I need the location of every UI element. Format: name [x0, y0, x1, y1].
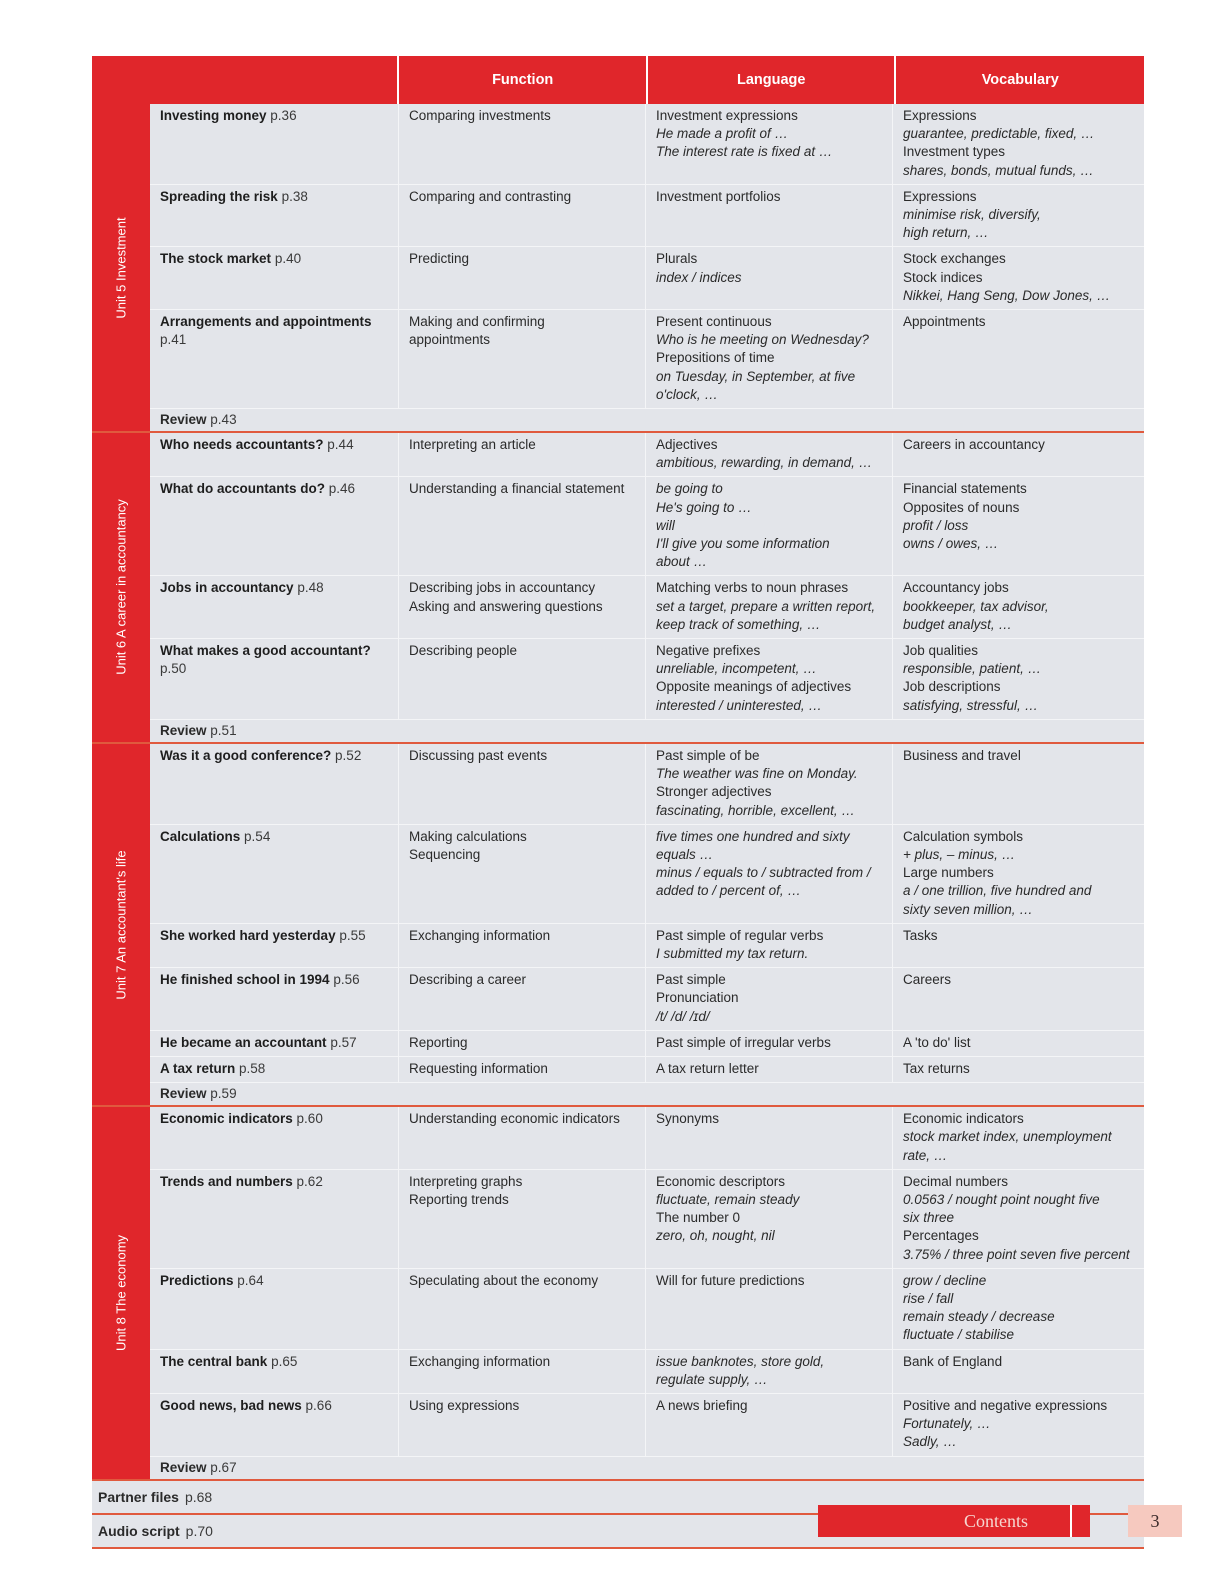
vocabulary-cell: [892, 1394, 1140, 1456]
extra-label: Partner files: [98, 1488, 179, 1505]
language-cell: [645, 825, 892, 923]
function-cell: [398, 185, 645, 247]
language-line: Adjectives: [656, 437, 718, 453]
language-cell: [645, 639, 892, 719]
lesson-page: p.40: [274, 251, 302, 267]
vocabulary-line: Large numbers: [903, 865, 994, 881]
language-line: ambitious, rewarding, in demand, …: [656, 455, 873, 471]
vocabulary-line: bookkeeper, tax advisor,: [903, 598, 1049, 614]
language-line: Who is he meeting on Wednesday?: [656, 332, 869, 348]
language-line: about …: [656, 554, 708, 570]
vocabulary-cell: [892, 968, 1140, 1030]
function-line: Speculating about the economy: [409, 1272, 599, 1288]
language-line: Economic descriptors: [656, 1173, 786, 1189]
lesson-cell: [150, 576, 398, 638]
lesson-title: What do accountants do?: [160, 481, 325, 497]
language-line: Stronger adjectives: [656, 784, 772, 800]
vocabulary-cell: [892, 310, 1140, 408]
language-line: five times one hundred and sixty: [656, 828, 850, 844]
function-line: Exchanging information: [409, 1353, 551, 1369]
lesson-title: Predictions: [160, 1272, 234, 1288]
lesson-row: [150, 247, 1144, 310]
language-line: I'll give you some information: [656, 536, 830, 552]
vocabulary-line: Fortunately, …: [903, 1416, 991, 1432]
vocabulary-cell: [892, 1031, 1140, 1056]
vocabulary-line: grow / decline: [903, 1272, 987, 1288]
lesson-page: p.36: [270, 108, 297, 123]
lesson-title: The stock market: [160, 251, 272, 267]
lesson-row: [150, 1269, 1144, 1350]
lesson-row: [150, 1057, 1144, 1083]
lesson-row: [150, 1170, 1144, 1269]
vocabulary-line: budget analyst, …: [903, 616, 1012, 632]
lesson-row: [150, 433, 1144, 477]
lesson-page: p.60: [296, 1111, 323, 1127]
function-cell: [398, 477, 645, 575]
language-line: Investment expressions: [656, 108, 798, 123]
language-line: be going to: [656, 481, 723, 497]
unit-rows: [150, 744, 1144, 1105]
lesson-page: p.41: [160, 332, 187, 348]
function-line: Reporting: [409, 1034, 468, 1050]
lesson-title: Calculations: [160, 828, 241, 844]
vocabulary-line: Appointments: [903, 314, 986, 330]
lesson-page: p.48: [297, 580, 324, 596]
function-line: Predicting: [409, 251, 470, 267]
language-line: index / indices: [656, 269, 742, 285]
language-cell: [645, 247, 892, 309]
lesson-cell: [150, 825, 398, 923]
lesson-row: [150, 104, 1144, 185]
lesson-title: Good news, bad news: [160, 1397, 302, 1413]
language-line: Opposite meanings of adjectives: [656, 679, 852, 695]
language-cell: [645, 1031, 892, 1056]
vocabulary-cell: [892, 576, 1140, 638]
function-line: Comparing investments: [409, 108, 551, 123]
function-line: Interpreting graphs: [409, 1173, 523, 1189]
language-line: /t/ /d/ /ɪd/: [656, 1008, 710, 1024]
vocabulary-cell: [892, 639, 1140, 719]
language-line: Will for future predictions: [656, 1272, 805, 1288]
vocabulary-cell: [892, 825, 1140, 923]
vocabulary-line: Job descriptions: [903, 679, 1001, 695]
vocabulary-line: Calculation symbols: [903, 828, 1024, 844]
lesson-row: [150, 639, 1144, 720]
lesson-title: A tax return: [160, 1060, 236, 1076]
unit-section: [92, 104, 1144, 431]
unit-section: [92, 431, 1144, 742]
function-cell: [398, 1269, 645, 1349]
lesson-cell: [150, 247, 398, 309]
lesson-page: p.64: [237, 1272, 264, 1288]
vocabulary-line: satisfying, stressful, …: [903, 697, 1039, 713]
function-cell: [398, 310, 645, 408]
lesson-page: p.66: [305, 1397, 332, 1413]
lesson-row: [150, 576, 1144, 639]
unit-title: Unit 7 An accountant's life: [113, 849, 129, 1000]
table-header: [92, 56, 1144, 104]
vocabulary-line: Decimal numbers: [903, 1173, 1009, 1189]
function-line: Asking and answering questions: [409, 598, 603, 614]
function-cell: [398, 968, 645, 1030]
language-line: Present continuous: [656, 314, 772, 330]
lesson-page: p.38: [281, 188, 308, 204]
language-line: The interest rate is fixed at …: [656, 144, 833, 160]
function-cell: [398, 924, 645, 967]
lesson-row: [150, 744, 1144, 825]
contents-tab: [818, 1505, 1090, 1537]
lesson-title: Spreading the risk: [160, 188, 278, 204]
vocabulary-line: Tax returns: [903, 1060, 970, 1076]
vocabulary-line: Accountancy jobs: [903, 580, 1009, 596]
function-line: Describing a career: [409, 972, 527, 988]
language-cell: [645, 924, 892, 967]
language-cell: [645, 1394, 892, 1456]
language-line: on Tuesday, in September, at five: [656, 368, 856, 384]
vocabulary-line: + plus, – minus, …: [903, 846, 1016, 862]
language-line: Prepositions of time: [656, 350, 775, 366]
function-line: Understanding a financial statement: [409, 481, 625, 497]
language-cell: [645, 1170, 892, 1268]
review-row: [150, 409, 1144, 431]
lesson-page: p.46: [328, 481, 356, 497]
unit-band: [92, 744, 150, 1105]
vocabulary-line: Opposites of nouns: [903, 499, 1020, 515]
language-cell: [645, 104, 892, 184]
function-line: Reporting trends: [409, 1191, 509, 1207]
vocabulary-cell: [892, 185, 1140, 247]
vocabulary-line: Tasks: [903, 927, 938, 943]
vocabulary-line: minimise risk, diversify,: [903, 207, 1041, 223]
unit-rows: [150, 104, 1144, 431]
function-line: Interpreting an article: [409, 437, 536, 453]
language-line: He's going to …: [656, 499, 752, 515]
language-line: Past simple of irregular verbs: [656, 1034, 831, 1050]
review-page: p.59: [210, 1086, 237, 1102]
lesson-page: p.62: [296, 1173, 323, 1189]
language-line: Pronunciation: [656, 990, 739, 1006]
lesson-title: He became an accountant: [160, 1034, 327, 1050]
function-line: Discussing past events: [409, 747, 548, 763]
function-line: Describing people: [409, 643, 518, 659]
unit-title: Unit 5 Investment: [113, 216, 129, 319]
lesson-cell: [150, 968, 398, 1030]
unit-band: [92, 433, 150, 742]
lesson-cell: [150, 433, 398, 476]
language-line: keep track of something, …: [656, 616, 821, 632]
language-line: added to / percent of, …: [656, 883, 801, 899]
lesson-cell: [150, 1057, 398, 1082]
vocabulary-line: Economic indicators: [903, 1111, 1024, 1127]
language-line: unreliable, incompetent, …: [656, 661, 817, 677]
vocabulary-line: a / one trillion, five hundred and: [903, 883, 1092, 899]
vocabulary-line: Sadly, …: [903, 1434, 957, 1450]
lesson-title: Trends and numbers: [160, 1173, 293, 1189]
language-cell: [645, 576, 892, 638]
vocabulary-line: stock market index, unemployment: [903, 1129, 1112, 1145]
vocabulary-line: guarantee, predictable, fixed, …: [903, 126, 1095, 142]
lesson-cell: [150, 1031, 398, 1056]
review-row: [150, 720, 1144, 742]
language-line: o'clock, …: [656, 386, 718, 402]
function-line: Sequencing: [409, 846, 481, 862]
language-line: Plurals: [656, 251, 698, 267]
unit-band: [92, 104, 150, 431]
extra-page: p.68: [184, 1488, 213, 1505]
function-cell: [398, 744, 645, 824]
function-line: Requesting information: [409, 1060, 548, 1076]
unit-section: [92, 1105, 1144, 1478]
function-line: Comparing and contrasting: [409, 188, 572, 204]
language-line: interested / uninterested, …: [656, 697, 822, 713]
lesson-title: She worked hard yesterday: [160, 927, 336, 943]
review-row: [150, 1083, 1144, 1105]
language-line: fluctuate, remain steady: [656, 1191, 800, 1207]
vocabulary-line: profit / loss: [903, 517, 969, 533]
vocabulary-line: shares, bonds, mutual funds, …: [903, 162, 1094, 178]
lesson-cell: [150, 744, 398, 824]
lesson-row: [150, 1350, 1144, 1394]
language-cell: [645, 477, 892, 575]
lesson-page: p.58: [239, 1060, 266, 1076]
language-line: set a target, prepare a written report,: [656, 598, 876, 614]
unit-band: [92, 1107, 150, 1478]
lesson-page: p.55: [339, 927, 366, 943]
lesson-page: p.56: [333, 972, 360, 988]
lesson-title: What makes a good accountant?: [160, 643, 371, 659]
vocabulary-line: A 'to do' list: [903, 1034, 971, 1050]
language-cell: [645, 1107, 892, 1169]
vocabulary-line: remain steady / decrease: [903, 1309, 1055, 1325]
function-cell: [398, 1394, 645, 1456]
lesson-cell: [150, 1350, 398, 1393]
vocabulary-line: Business and travel: [903, 747, 1021, 763]
units-container: [92, 104, 1144, 1479]
lesson-row: [150, 1031, 1144, 1057]
vocabulary-line: six three: [903, 1210, 955, 1226]
vocabulary-line: Investment types: [903, 144, 1006, 160]
unit-section: [92, 742, 1144, 1105]
function-cell: [398, 247, 645, 309]
function-cell: [398, 1170, 645, 1268]
lesson-cell: [150, 310, 398, 408]
lesson-title: Arrangements and appointments: [160, 314, 372, 330]
function-line: Understanding economic indicators: [409, 1111, 620, 1127]
lesson-title: Who needs accountants?: [160, 437, 324, 453]
language-line: Negative prefixes: [656, 643, 761, 659]
extra-page: p.70: [185, 1522, 213, 1539]
page-number: 3: [1128, 1505, 1182, 1537]
vocabulary-cell: [892, 1170, 1140, 1268]
lesson-title: He finished school in 1994: [160, 972, 330, 988]
lesson-cell: [150, 1269, 398, 1349]
contents-label: Contents: [964, 1510, 1029, 1531]
function-cell: [398, 433, 645, 476]
review-label: Review: [160, 412, 207, 428]
vocabulary-line: rise / fall: [903, 1290, 954, 1306]
lesson-cell: [150, 1170, 398, 1268]
vocabulary-line: 3.75% / three point seven five percent: [903, 1246, 1130, 1262]
review-label: Review: [160, 722, 207, 738]
language-cell: [645, 744, 892, 824]
vocabulary-line: Expressions: [903, 108, 977, 123]
lesson-row: [150, 310, 1144, 409]
vocabulary-line: Careers in accountancy: [903, 437, 1045, 453]
lesson-title: Investing money: [160, 108, 267, 123]
vocabulary-cell: [892, 1269, 1140, 1349]
lesson-cell: [150, 1107, 398, 1169]
language-cell: [645, 968, 892, 1030]
header-vocabulary: Vocabulary: [894, 56, 1144, 104]
vocabulary-line: rate, …: [903, 1147, 948, 1163]
vocabulary-cell: [892, 1107, 1140, 1169]
vocabulary-line: Careers: [903, 972, 952, 988]
lesson-row: [150, 185, 1144, 248]
vocabulary-cell: [892, 477, 1140, 575]
contents-table: [92, 56, 1144, 1549]
vocabulary-line: Positive and negative expressions: [903, 1397, 1108, 1413]
function-cell: [398, 1031, 645, 1056]
language-line: Synonyms: [656, 1111, 720, 1127]
vocabulary-cell: [892, 1350, 1140, 1393]
lesson-row: [150, 825, 1144, 924]
function-line: Using expressions: [409, 1397, 520, 1413]
unit-rows: [150, 433, 1144, 742]
function-cell: [398, 1107, 645, 1169]
review-page: p.67: [210, 1459, 237, 1475]
lesson-cell: [150, 104, 398, 184]
language-cell: [645, 1269, 892, 1349]
language-line: Matching verbs to noun phrases: [656, 580, 849, 596]
function-cell: [398, 1350, 645, 1393]
language-line: I submitted my tax return.: [656, 945, 809, 961]
header-language: Language: [646, 56, 895, 104]
language-line: Past simple of be: [656, 747, 760, 763]
lesson-title: Jobs in accountancy: [160, 580, 294, 596]
vocabulary-line: fluctuate / stabilise: [903, 1327, 1015, 1343]
header-spacer: [92, 56, 397, 104]
vocabulary-line: Stock exchanges: [903, 251, 1006, 267]
language-line: equals …: [656, 846, 714, 862]
lesson-cell: [150, 185, 398, 247]
lesson-row: [150, 968, 1144, 1031]
function-line: Describing jobs in accountancy: [409, 580, 596, 596]
vocabulary-cell: [892, 247, 1140, 309]
unit-title: Unit 8 The economy: [113, 1234, 129, 1351]
vocabulary-line: Expressions: [903, 188, 977, 204]
vocabulary-line: Bank of England: [903, 1353, 1003, 1369]
review-label: Review: [160, 1459, 207, 1475]
language-line: minus / equals to / subtracted from /: [656, 865, 871, 881]
lesson-cell: [150, 639, 398, 719]
language-line: fascinating, horrible, excellent, …: [656, 802, 855, 818]
lesson-page: p.65: [271, 1353, 298, 1369]
vocabulary-line: 0.0563 / nought point nought five: [903, 1191, 1100, 1207]
language-cell: [645, 1057, 892, 1082]
function-cell: [398, 825, 645, 923]
header-function: Function: [397, 56, 646, 104]
vocabulary-line: Financial statements: [903, 481, 1027, 497]
language-line: Past simple of regular verbs: [656, 927, 824, 943]
lesson-page: p.54: [244, 828, 271, 844]
vocabulary-line: Job qualities: [903, 643, 979, 659]
lesson-page: p.44: [327, 437, 354, 453]
unit-rows: [150, 1107, 1144, 1478]
function-cell: [398, 104, 645, 184]
function-line: appointments: [409, 332, 491, 348]
function-cell: [398, 576, 645, 638]
tab-divider: [1070, 1505, 1072, 1537]
vocabulary-line: Stock indices: [903, 269, 983, 285]
language-cell: [645, 310, 892, 408]
language-line: issue banknotes, store gold,: [656, 1353, 825, 1369]
function-cell: [398, 1057, 645, 1082]
language-line: The number 0: [656, 1210, 741, 1226]
function-line: Making calculations: [409, 828, 527, 844]
lesson-row: [150, 1107, 1144, 1170]
lesson-row: [150, 924, 1144, 968]
review-row: [150, 1457, 1144, 1479]
function-line: Exchanging information: [409, 927, 551, 943]
vocabulary-line: owns / owes, …: [903, 536, 999, 552]
vocabulary-cell: [892, 104, 1140, 184]
language-line: A news briefing: [656, 1397, 748, 1413]
lesson-cell: [150, 1394, 398, 1456]
vocabulary-cell: [892, 433, 1140, 476]
lesson-title: The central bank: [160, 1353, 268, 1369]
language-line: will: [656, 517, 675, 533]
unit-title: Unit 6 A career in accountancy: [113, 499, 129, 676]
language-line: The weather was fine on Monday.: [656, 766, 858, 782]
function-cell: [398, 639, 645, 719]
vocabulary-line: Percentages: [903, 1228, 979, 1244]
language-cell: [645, 1350, 892, 1393]
language-line: He made a profit of …: [656, 126, 789, 142]
vocabulary-cell: [892, 744, 1140, 824]
lesson-row: [150, 1394, 1144, 1457]
vocabulary-cell: [892, 924, 1140, 967]
lesson-page: p.57: [330, 1034, 357, 1050]
language-line: zero, oh, nought, nil: [656, 1228, 775, 1244]
extra-label: Audio script: [98, 1522, 180, 1539]
vocabulary-line: Nikkei, Hang Seng, Dow Jones, …: [903, 287, 1111, 303]
language-line: Past simple: [656, 972, 726, 988]
lesson-page: p.50: [160, 661, 187, 677]
vocabulary-cell: [892, 1057, 1140, 1082]
vocabulary-line: responsible, patient, …: [903, 661, 1042, 677]
lesson-cell: [150, 924, 398, 967]
language-cell: [645, 433, 892, 476]
vocabulary-line: high return, …: [903, 225, 989, 241]
function-line: Making and confirming: [409, 314, 545, 330]
language-line: regulate supply, …: [656, 1371, 768, 1387]
vocabulary-line: sixty seven million, …: [903, 901, 1033, 917]
lesson-title: Economic indicators: [160, 1111, 293, 1127]
language-line: Investment portfolios: [656, 188, 781, 204]
lesson-row: [150, 477, 1144, 576]
review-label: Review: [160, 1086, 207, 1102]
review-page: p.43: [210, 412, 237, 428]
lesson-page: p.52: [335, 747, 362, 763]
language-line: A tax return letter: [656, 1060, 759, 1076]
review-page: p.51: [210, 722, 237, 738]
language-cell: [645, 185, 892, 247]
lesson-cell: [150, 477, 398, 575]
lesson-title: Was it a good conference?: [160, 747, 332, 763]
